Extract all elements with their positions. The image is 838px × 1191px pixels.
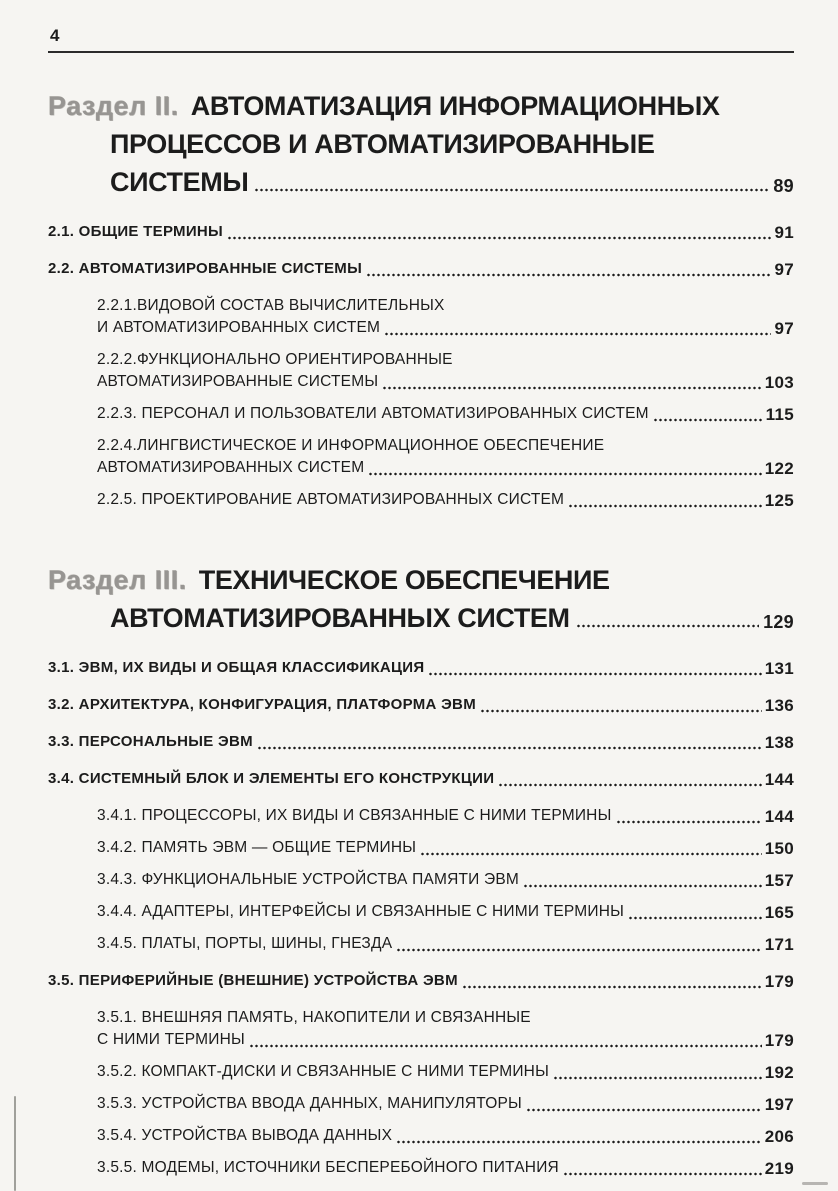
toc-entry [97,805,794,827]
toc-entry-line [97,869,794,891]
section-title-text: СИСТЕМЫ [110,167,249,197]
toc-entry [48,221,794,243]
toc-entry-line [97,349,794,371]
scan-artifact-bottom-right [802,1182,828,1185]
entry-text: 3.4. СИСТЕМНЫЙ БЛОК И ЭЛЕМЕНТЫ ЕГО КОНСТРУКЦИИ [48,770,495,787]
toc-entry [97,403,794,425]
toc-entry-line [97,1029,794,1051]
entry-page-number: 179 [764,972,794,991]
section-heading-line [48,163,794,201]
section-heading-line [48,561,794,599]
toc-entry-line [97,371,794,393]
header-rule [48,51,794,53]
toc-entry-line [97,403,794,425]
toc-section [48,561,794,1179]
toc-entry [97,295,794,339]
entry-text: 3.5.1. ВНЕШНЯЯ ПАМЯТЬ, НАКОПИТЕЛИ И СВЯЗАННЫЕ [97,1009,531,1026]
dot-leader [480,709,762,713]
entry-page-number: 165 [764,903,794,922]
entry-page-number: 179 [764,1031,794,1050]
section-title-text: ПРОЦЕССОВ И АВТОМАТИЗИРОВАННЫЕ [110,129,655,159]
entry-page-number: 131 [764,659,794,678]
dot-leader [568,504,762,508]
dot-leader [382,386,761,390]
entry-text: 3.1. ЭВМ, ИХ ВИДЫ И ОБЩАЯ КЛАССИФИКАЦИЯ [48,659,425,676]
toc-entry [48,731,794,753]
entry-text: АВТОМАТИЗИРОВАННЫХ СИСТЕМ [97,459,365,476]
entry-text: 3.5.5. МОДЕМЫ, ИСТОЧНИКИ БЕСПЕРЕБОЙНОГО ПИТАНИЯ [97,1159,559,1176]
dot-leader [396,948,762,952]
toc-entry [97,435,794,479]
toc [48,87,794,1179]
section-page-number: 129 [763,612,794,632]
entry-text: 3.3. ПЕРСОНАЛЬНЫЕ ЭВМ [48,733,253,750]
dot-leader [616,820,762,824]
entry-text: С НИМИ ТЕРМИНЫ [97,1031,245,1048]
entry-text: 2.1. ОБЩИЕ ТЕРМИНЫ [48,223,224,240]
dot-leader [227,236,771,240]
section-title-text: АВТОМАТИЗИРОВАННЫХ СИСТЕМ [110,603,570,633]
toc-entry [48,970,794,992]
toc-entry-line [97,457,794,479]
entry-page-number: 91 [774,223,794,242]
entry-text: 2.2.3. ПЕРСОНАЛ И ПОЛЬЗОВАТЕЛИ АВТОМАТИЗИРОВАННЫХ СИСТЕМ [97,405,649,422]
entry-text: 2.2.5. ПРОЕКТИРОВАНИЕ АВТОМАТИЗИРОВАННЫХ СИСТЕМ [97,491,565,508]
entry-page-number: 97 [774,319,794,338]
dot-leader [653,418,763,422]
entry-page-number: 144 [764,807,794,826]
entry-text: 3.4.5. ПЛАТЫ, ПОРТЫ, ШИНЫ, ГНЕЗДА [97,935,393,952]
toc-entry-line [97,295,794,317]
entry-page-number: 171 [764,935,794,954]
entry-page-number: 157 [764,871,794,890]
toc-entry-line [48,970,794,992]
dot-leader [384,332,771,336]
entry-text: 3.5.2. КОМПАКТ-ДИСКИ И СВЯЗАННЫЕ С НИМИ ТЕРМИНЫ [97,1063,549,1080]
toc-entry-line [97,489,794,511]
toc-entry [97,349,794,393]
dot-leader [428,672,761,676]
toc-entry [97,1061,794,1083]
toc-entry-line [97,805,794,827]
toc-entry [97,869,794,891]
toc-entry-line [48,694,794,716]
scan-artifact-left [14,1096,16,1191]
dot-leader [563,1172,762,1176]
entry-text: И АВТОМАТИЗИРОВАННЫХ СИСТЕМ [97,319,381,336]
section-heading-line [48,87,794,125]
entry-page-number: 192 [764,1063,794,1082]
toc-entry-line [97,1125,794,1147]
dot-leader [366,273,771,277]
dot-leader [368,472,761,476]
section-heading-line [48,125,794,163]
entry-text: 3.2. АРХИТЕКТУРА, КОНФИГУРАЦИЯ, ПЛАТФОРМА ЭВМ [48,696,476,713]
toc-entry [97,901,794,923]
page-header [48,26,794,53]
section-heading-line [48,599,794,637]
dot-leader [523,884,762,888]
entry-page-number: 136 [764,696,794,715]
entry-text: 2.2.1.ВИДОВОЙ СОСТАВ ВЫЧИСЛИТЕЛЬНЫХ [97,297,445,314]
section-title-text: АВТОМАТИЗАЦИЯ ИНФОРМАЦИОННЫХ [190,91,720,121]
toc-entry [48,657,794,679]
dot-leader [396,1140,762,1144]
toc-entry [97,489,794,511]
entry-text: 3.4.1. ПРОЦЕССОРЫ, ИХ ВИДЫ И СВЯЗАННЫЕ С НИМИ ТЕРМИНЫ [97,807,612,824]
entry-text: 2.2. АВТОМАТИЗИРОВАННЫЕ СИСТЕМЫ [48,260,363,277]
entry-text: 3.5.3. УСТРОЙСТВА ВВОДА ДАННЫХ, МАНИПУЛЯТОРЫ [97,1095,522,1112]
dot-leader [462,985,762,989]
dot-leader [254,188,769,192]
toc-entry [97,1157,794,1179]
section-heading [48,87,794,201]
toc-entry [48,694,794,716]
dot-leader [628,916,762,920]
entry-page-number: 219 [764,1159,794,1178]
toc-entry [97,933,794,955]
toc-entry-line [48,731,794,753]
toc-entry-line [97,1061,794,1083]
section-prefix: Раздел III. [48,565,187,595]
entry-page-number: 138 [764,733,794,752]
toc-entry-line [48,657,794,679]
entry-text: 3.4.3. ФУНКЦИОНАЛЬНЫЕ УСТРОЙСТВА ПАМЯТИ ЭВМ [97,871,519,888]
toc-entry-line [97,317,794,339]
section-title-text: ТЕХНИЧЕСКОЕ ОБЕСПЕЧЕНИЕ [198,565,610,595]
entry-page-number: 103 [764,373,794,392]
toc-entry-line [97,1093,794,1115]
entry-page-number: 115 [765,405,794,424]
toc-entry-line [97,901,794,923]
toc-entry [97,1007,794,1051]
entry-page-number: 97 [774,260,794,279]
toc-entry-line [48,221,794,243]
toc-entry [97,837,794,859]
toc-entry-line [48,258,794,280]
toc-entry-line [97,1007,794,1029]
toc-entry-line [48,768,794,790]
toc-entry [97,1093,794,1115]
entry-page-number: 206 [764,1127,794,1146]
toc-section [48,87,794,511]
entry-page-number: 197 [764,1095,794,1114]
entry-text: 3.5.4. УСТРОЙСТВА ВЫВОДА ДАННЫХ [97,1127,393,1144]
entry-text: 2.2.2.ФУНКЦИОНАЛЬНО ОРИЕНТИРОВАННЫЕ [97,351,453,368]
entry-text: АВТОМАТИЗИРОВАННЫЕ СИСТЕМЫ [97,373,379,390]
dot-leader [420,852,762,856]
section-page-number: 89 [773,176,794,196]
toc-entry [48,258,794,280]
entry-page-number: 150 [764,839,794,858]
entry-text: 2.2.4.ЛИНГВИСТИЧЕСКОЕ И ИНФОРМАЦИОННОЕ ОБЕСПЕЧЕНИЕ [97,437,605,454]
toc-entry-line [97,933,794,955]
entry-page-number: 125 [764,491,794,510]
entry-text: 3.5. ПЕРИФЕРИЙНЫЕ (ВНЕШНИЕ) УСТРОЙСТВА ЭВМ [48,972,458,989]
entry-page-number: 144 [764,770,794,789]
entry-text: 3.4.2. ПАМЯТЬ ЭВМ — ОБЩИЕ ТЕРМИНЫ [97,839,417,856]
entry-text: 3.4.4. АДАПТЕРЫ, ИНТЕРФЕЙСЫ И СВЯЗАННЫЕ С НИМИ ТЕРМИНЫ [97,903,625,920]
dot-leader [498,783,761,787]
dot-leader [257,746,762,750]
dot-leader [526,1108,762,1112]
toc-entry-line [97,837,794,859]
toc-entry [97,1125,794,1147]
page-number: 4 [50,26,60,45]
dot-leader [249,1044,762,1048]
section-prefix: Раздел II. [48,91,179,121]
toc-entry-line [97,435,794,457]
entry-page-number: 122 [764,459,794,478]
toc-entry-line [97,1157,794,1179]
dot-leader [576,624,759,628]
dot-leader [553,1076,762,1080]
section-heading [48,561,794,637]
toc-entry [48,768,794,790]
